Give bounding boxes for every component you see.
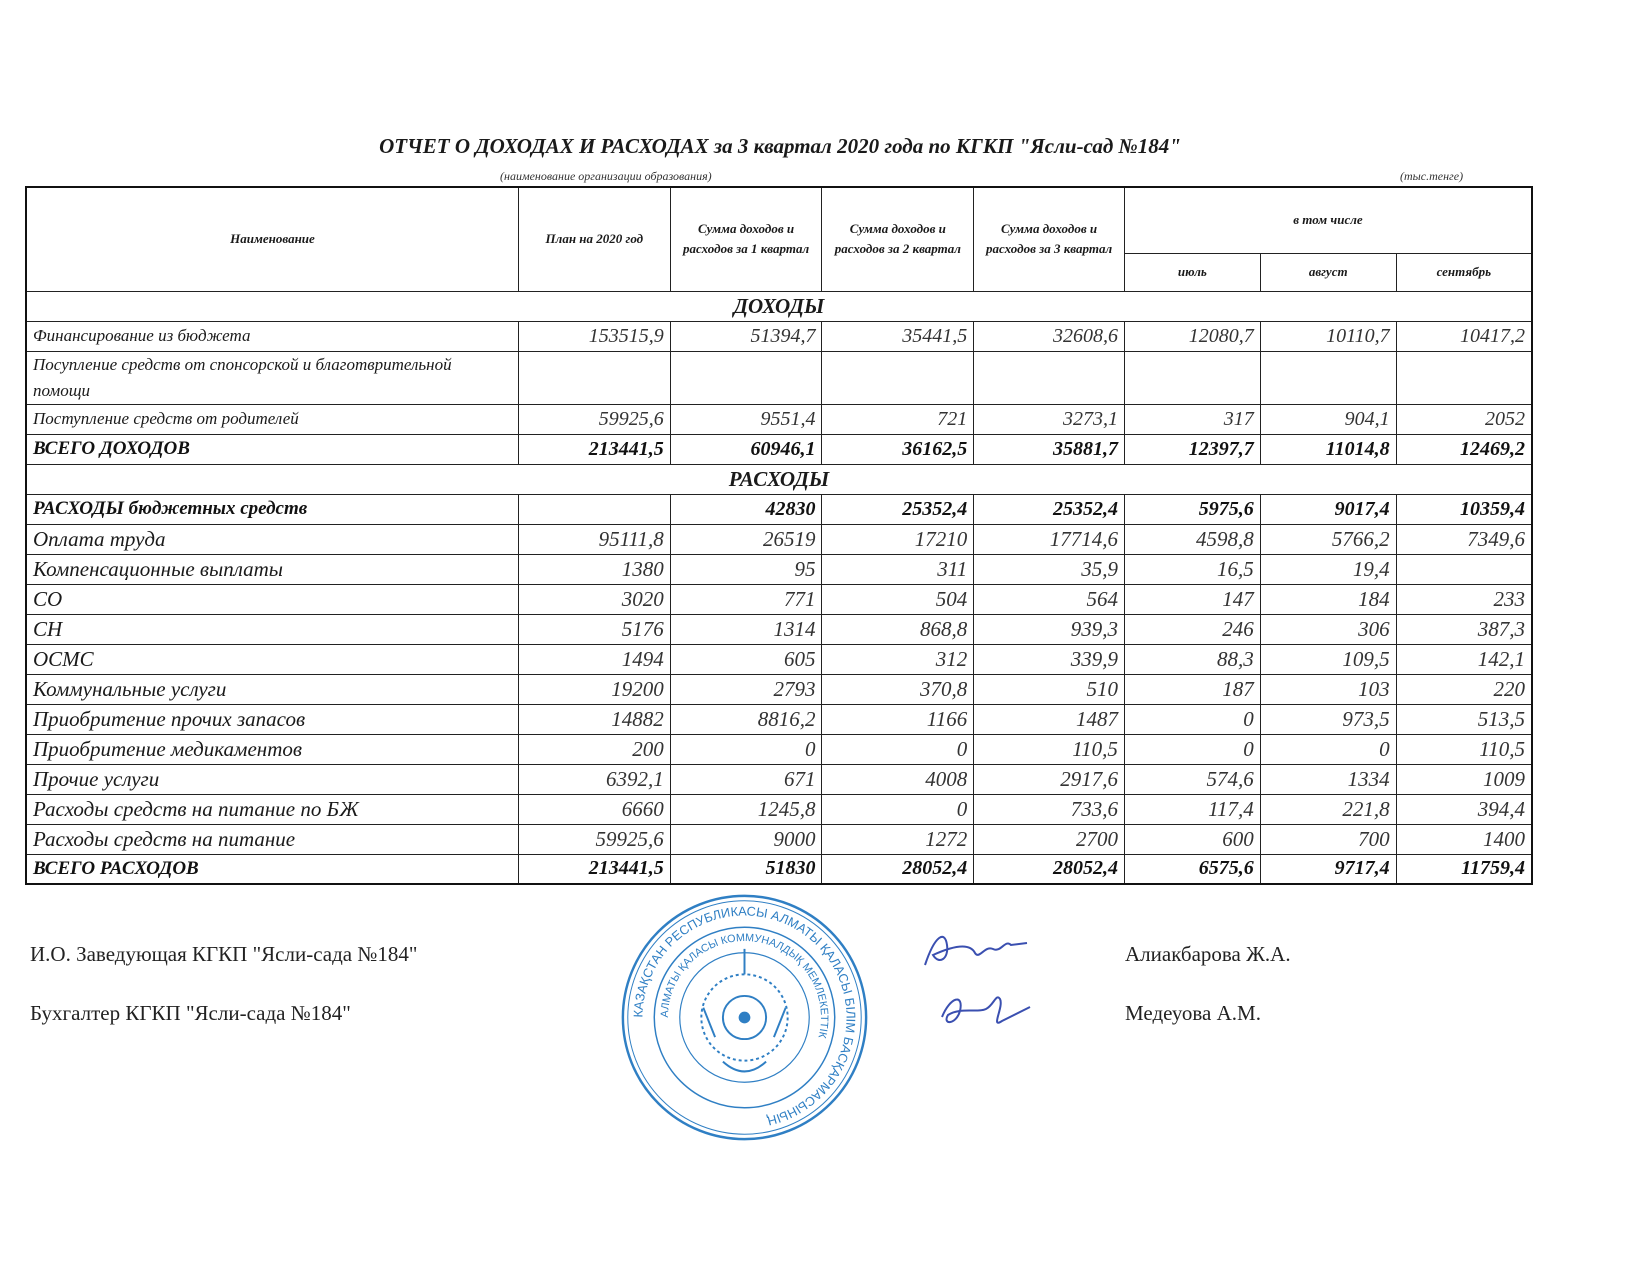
cell-august: 1334 (1260, 764, 1396, 794)
cell-q1: 42830 (670, 494, 822, 524)
row-name: Посупление средств от спонсорской и благотврительной помощи (26, 351, 518, 404)
cell-q1 (670, 351, 822, 404)
cell-september: 220 (1396, 674, 1532, 704)
col-header-including: в том числе (1124, 187, 1532, 253)
table-row (26, 794, 1532, 824)
cell-q2: 1272 (822, 824, 974, 854)
cell-q3: 25352,4 (974, 494, 1125, 524)
cell-july: 317 (1124, 404, 1260, 434)
cell-july: 5975,6 (1124, 494, 1260, 524)
cell-q3: 28052,4 (974, 854, 1125, 884)
row-name: ОСМС (26, 644, 518, 674)
cell-q2: 0 (822, 794, 974, 824)
table-row (26, 584, 1532, 614)
table-row (26, 554, 1532, 584)
cell-august: 904,1 (1260, 404, 1396, 434)
cell-july: 574,6 (1124, 764, 1260, 794)
cell-july: 147 (1124, 584, 1260, 614)
unit-note: (тыс.тенге) (1400, 169, 1464, 183)
cell-september: 110,5 (1396, 734, 1532, 764)
row-name: РАСХОДЫ бюджетных средств (26, 494, 518, 524)
table-row (26, 404, 1532, 434)
expense-total-row (26, 854, 1532, 884)
cell-plan: 1494 (518, 644, 670, 674)
cell-plan: 200 (518, 734, 670, 764)
cell-q2: 370,8 (822, 674, 974, 704)
cell-september: 7349,6 (1396, 524, 1532, 554)
cell-q2: 28052,4 (822, 854, 974, 884)
table-row (26, 734, 1532, 764)
cell-q2: 35441,5 (822, 321, 974, 351)
cell-q1: 2793 (670, 674, 822, 704)
cell-q2: 868,8 (822, 614, 974, 644)
cell-august: 184 (1260, 584, 1396, 614)
cell-august: 0 (1260, 734, 1396, 764)
cell-q1: 9551,4 (670, 404, 822, 434)
cell-q2: 721 (822, 404, 974, 434)
row-name: ВСЕГО ДОХОДОВ (26, 434, 518, 464)
cell-q1: 26519 (670, 524, 822, 554)
stamp-outer-text: КАЗАҚСТАН РЕСПУБЛИКАСЫ АЛМАТЫ ҚАЛАСЫ БІЛІМ БАСҚАРМАСЫНЫҢ (630, 903, 859, 1129)
cell-august: 9717,4 (1260, 854, 1396, 884)
cell-q1: 771 (670, 584, 822, 614)
expense-section-title: РАСХОДЫ (26, 464, 1532, 494)
table-row (26, 644, 1532, 674)
cell-q3: 32608,6 (974, 321, 1125, 351)
row-name: СН (26, 614, 518, 644)
cell-q3: 2700 (974, 824, 1125, 854)
cell-q3: 510 (974, 674, 1125, 704)
cell-plan: 1380 (518, 554, 670, 584)
table-row (26, 674, 1532, 704)
cell-august: 103 (1260, 674, 1396, 704)
cell-plan (518, 494, 670, 524)
budget-expense-row (26, 494, 1532, 524)
cell-july: 6575,6 (1124, 854, 1260, 884)
cell-august: 11014,8 (1260, 434, 1396, 464)
row-name: Оплата труда (26, 524, 518, 554)
accountant-name: Медеуова А.М. (1125, 1001, 1261, 1025)
cell-q1: 605 (670, 644, 822, 674)
cell-august: 109,5 (1260, 644, 1396, 674)
col-header-q1: Сумма доходов и расходов за 1 квартал (670, 187, 822, 291)
cell-july: 12080,7 (1124, 321, 1260, 351)
cell-q3: 17714,6 (974, 524, 1125, 554)
cell-july: 246 (1124, 614, 1260, 644)
cell-q3 (974, 351, 1125, 404)
table-body (26, 291, 1532, 884)
cell-plan: 14882 (518, 704, 670, 734)
row-name: Приобритение медикаментов (26, 734, 518, 764)
cell-q3: 1487 (974, 704, 1125, 734)
cell-august: 221,8 (1260, 794, 1396, 824)
col-header-q3: Сумма доходов и расходов за 3 квартал (974, 187, 1125, 291)
cell-august: 19,4 (1260, 554, 1396, 584)
cell-plan: 153515,9 (518, 321, 670, 351)
row-name: СО (26, 584, 518, 614)
cell-september: 387,3 (1396, 614, 1532, 644)
cell-august: 10110,7 (1260, 321, 1396, 351)
cell-q3: 939,3 (974, 614, 1125, 644)
row-name: Поступление средств от родителей (26, 404, 518, 434)
cell-july: 187 (1124, 674, 1260, 704)
cell-july: 88,3 (1124, 644, 1260, 674)
cell-q1: 95 (670, 554, 822, 584)
cell-plan (518, 351, 670, 404)
cell-september: 513,5 (1396, 704, 1532, 734)
income-expense-table (25, 186, 1533, 885)
official-seal-stamp (617, 890, 872, 1145)
cell-plan: 59925,6 (518, 404, 670, 434)
row-name: Расходы средств на питание по БЖ (26, 794, 518, 824)
cell-july: 600 (1124, 824, 1260, 854)
cell-september: 10417,2 (1396, 321, 1532, 351)
col-header-august: август (1260, 253, 1396, 291)
row-name: Коммунальные услуги (26, 674, 518, 704)
income-total-row (26, 434, 1532, 464)
cell-september: 2052 (1396, 404, 1532, 434)
director-signature (915, 925, 1035, 975)
cell-q1: 60946,1 (670, 434, 822, 464)
cell-july: 4598,8 (1124, 524, 1260, 554)
cell-august: 973,5 (1260, 704, 1396, 734)
cell-plan: 3020 (518, 584, 670, 614)
table-row (26, 614, 1532, 644)
cell-q2: 312 (822, 644, 974, 674)
cell-august (1260, 351, 1396, 404)
cell-september: 1009 (1396, 764, 1532, 794)
cell-q2: 36162,5 (822, 434, 974, 464)
cell-july: 16,5 (1124, 554, 1260, 584)
row-name: Приобритение прочих запасов (26, 704, 518, 734)
cell-q1: 51394,7 (670, 321, 822, 351)
cell-q2: 0 (822, 734, 974, 764)
cell-september: 394,4 (1396, 794, 1532, 824)
cell-q1: 671 (670, 764, 822, 794)
cell-q2: 4008 (822, 764, 974, 794)
cell-plan: 59925,6 (518, 824, 670, 854)
cell-q2 (822, 351, 974, 404)
cell-september: 12469,2 (1396, 434, 1532, 464)
cell-september: 11759,4 (1396, 854, 1532, 884)
cell-july: 0 (1124, 704, 1260, 734)
cell-september: 10359,4 (1396, 494, 1532, 524)
row-name: Прочие услуги (26, 764, 518, 794)
row-name: Расходы средств на питание (26, 824, 518, 854)
cell-plan: 213441,5 (518, 854, 670, 884)
cell-q2: 311 (822, 554, 974, 584)
accountant-role: Бухгалтер КГКП "Ясли-сада №184" (30, 1001, 351, 1025)
cell-august: 9017,4 (1260, 494, 1396, 524)
cell-q1: 9000 (670, 824, 822, 854)
row-name: ВСЕГО РАСХОДОВ (26, 854, 518, 884)
cell-plan: 19200 (518, 674, 670, 704)
cell-q1: 1245,8 (670, 794, 822, 824)
cell-august: 5766,2 (1260, 524, 1396, 554)
cell-plan: 95111,8 (518, 524, 670, 554)
cell-september: 1400 (1396, 824, 1532, 854)
cell-q3: 339,9 (974, 644, 1125, 674)
cell-plan: 5176 (518, 614, 670, 644)
stamp-inner-text: АЛМАТЫ ҚАЛАСЫ КОММУНАЛДЫҚ МЕМЛЕКЕТТІК (658, 931, 831, 1040)
col-header-september: сентябрь (1396, 253, 1532, 291)
cell-q1: 1314 (670, 614, 822, 644)
cell-september: 142,1 (1396, 644, 1532, 674)
row-name: Финансирование из бюджета (26, 321, 518, 351)
cell-july (1124, 351, 1260, 404)
cell-august: 700 (1260, 824, 1396, 854)
cell-july: 0 (1124, 734, 1260, 764)
cell-q1: 8816,2 (670, 704, 822, 734)
cell-plan: 6392,1 (518, 764, 670, 794)
cell-september (1396, 554, 1532, 584)
cell-q2: 17210 (822, 524, 974, 554)
cell-july: 117,4 (1124, 794, 1260, 824)
row-name: Компенсационные выплаты (26, 554, 518, 584)
report-title: ОТЧЕТ О ДОХОДАХ И РАСХОДАХ за 3 квартал 2020 года по КГКП "Ясли-сад №184" (379, 134, 1181, 158)
cell-q3: 110,5 (974, 734, 1125, 764)
director-name: Алиакбарова Ж.А. (1125, 942, 1291, 966)
cell-plan: 213441,5 (518, 434, 670, 464)
cell-july: 12397,7 (1124, 434, 1260, 464)
col-header-july: июль (1124, 253, 1260, 291)
director-role: И.О. Заведующая КГКП "Ясли-сада №184" (30, 942, 418, 966)
table-row (26, 321, 1532, 351)
cell-q3: 733,6 (974, 794, 1125, 824)
col-header-plan: План на 2020 год (518, 187, 670, 291)
cell-september: 233 (1396, 584, 1532, 614)
table-row (26, 704, 1532, 734)
org-name-note: (наименование организации образования) (500, 169, 712, 183)
cell-q3: 3273,1 (974, 404, 1125, 434)
income-section-title: ДОХОДЫ (26, 291, 1532, 321)
cell-q2: 25352,4 (822, 494, 974, 524)
table-row (26, 524, 1532, 554)
cell-q1: 51830 (670, 854, 822, 884)
cell-q1: 0 (670, 734, 822, 764)
table-row (26, 764, 1532, 794)
col-header-q2: Сумма доходов и расходов за 2 квартал (822, 187, 974, 291)
cell-q3: 564 (974, 584, 1125, 614)
table-row (26, 824, 1532, 854)
table-row (26, 351, 1532, 404)
accountant-signature (930, 985, 1040, 1035)
cell-q3: 35881,7 (974, 434, 1125, 464)
cell-september (1396, 351, 1532, 404)
col-header-name: Наименование (26, 187, 518, 291)
cell-q2: 1166 (822, 704, 974, 734)
cell-august: 306 (1260, 614, 1396, 644)
cell-plan: 6660 (518, 794, 670, 824)
cell-q3: 2917,6 (974, 764, 1125, 794)
cell-q2: 504 (822, 584, 974, 614)
cell-q3: 35,9 (974, 554, 1125, 584)
